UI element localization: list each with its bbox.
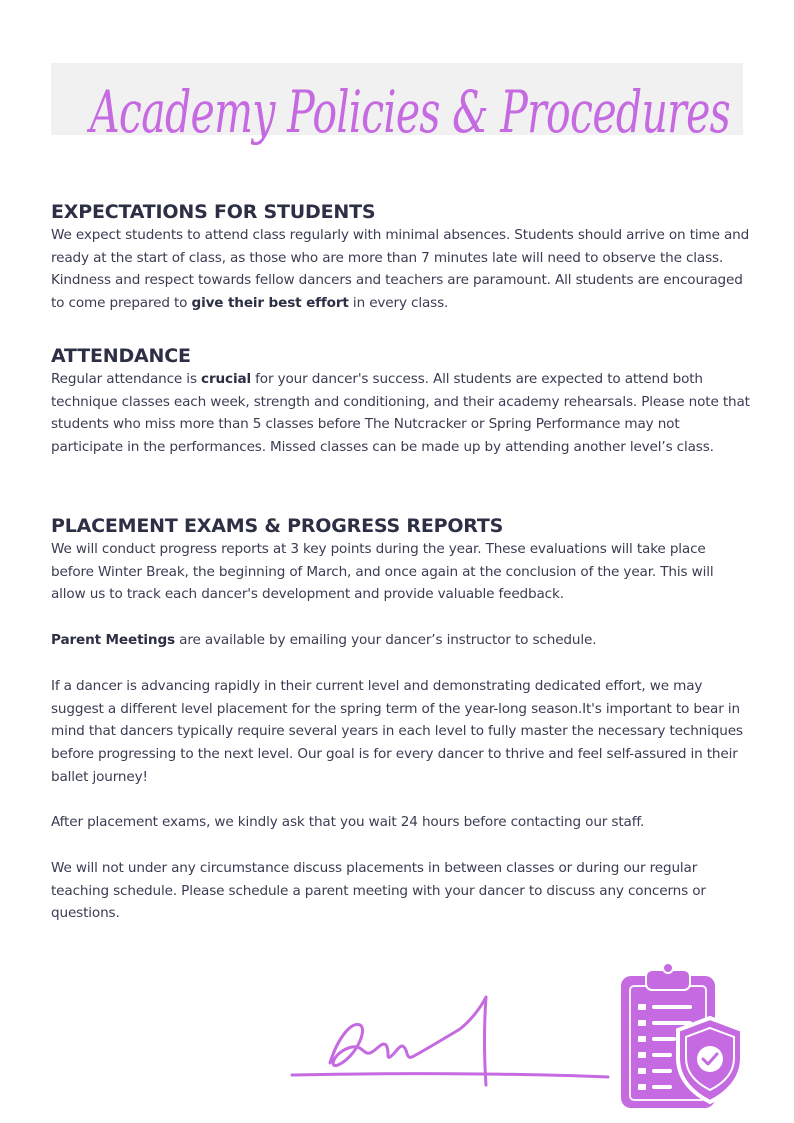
expectations-text: We expect students to attend class regularly with minimal absences. Students should arrive on time and ready at the start of class, as those who are more than 7 minutes late will need to observe the class. Kindness and respect towards fellow dancers and teachers are paramount. All students are encouraged to come prepared to give their best effort in every class. [51, 227, 750, 312]
clipboard-shield-icon [618, 960, 746, 1110]
page-title [40, 40, 760, 180]
section-expectations [51, 200, 751, 315]
placement-paragraph-2: Parent Meetings are available by emailing your dancer’s instructor to schedule. [51, 632, 597, 649]
attendance-heading: ATTENDANCE [51, 345, 191, 367]
page-title-text: Academy Policies & Procedures [86, 78, 730, 146]
attendance-text: Regular attendance is crucial for your dancer's success. All students are expected to attend both technique classes each week, strength and conditioning, and their academy rehearsals. Please note that students who miss more than 5 classes before The Nutcracker or Spring Performance may not participate in the performances. Missed classes can be made up by attending another level’s class. [51, 371, 750, 456]
placement-paragraph-5: We will not under any circumstance discuss placements in between classes or during our regular teaching schedule. Please schedule a parent meeting with your dancer to discuss any concerns or questions. [51, 860, 706, 922]
expectations-heading: EXPECTATIONS FOR STUDENTS [51, 201, 376, 223]
placement-paragraph-1: We will conduct progress reports at 3 key points during the year. These evaluations will take place before Winter Break, the beginning of March, and once again at the conclusion of the year. This will allow us to track each dancer's development and provide valuable feedback. [51, 541, 714, 603]
signature-icon [290, 985, 610, 1095]
placement-paragraph-3: If a dancer is advancing rapidly in their current level and demonstrating dedicated effort, we may suggest a different level placement for the spring term of the year-long season.It's important to bear in mind that dancers typically require several years in each level to fully master the necessary techniques before progressing to the next level. Our goal is for every dancer to thrive and feel self-assured in their ballet journey! [51, 677, 743, 785]
placement-heading: PLACEMENT EXAMS & PROGRESS REPORTS [51, 515, 504, 537]
section-attendance [51, 344, 751, 459]
section-placement [51, 514, 751, 925]
placement-paragraph-4: After placement exams, we kindly ask that you wait 24 hours before contacting our staff. [51, 814, 645, 831]
